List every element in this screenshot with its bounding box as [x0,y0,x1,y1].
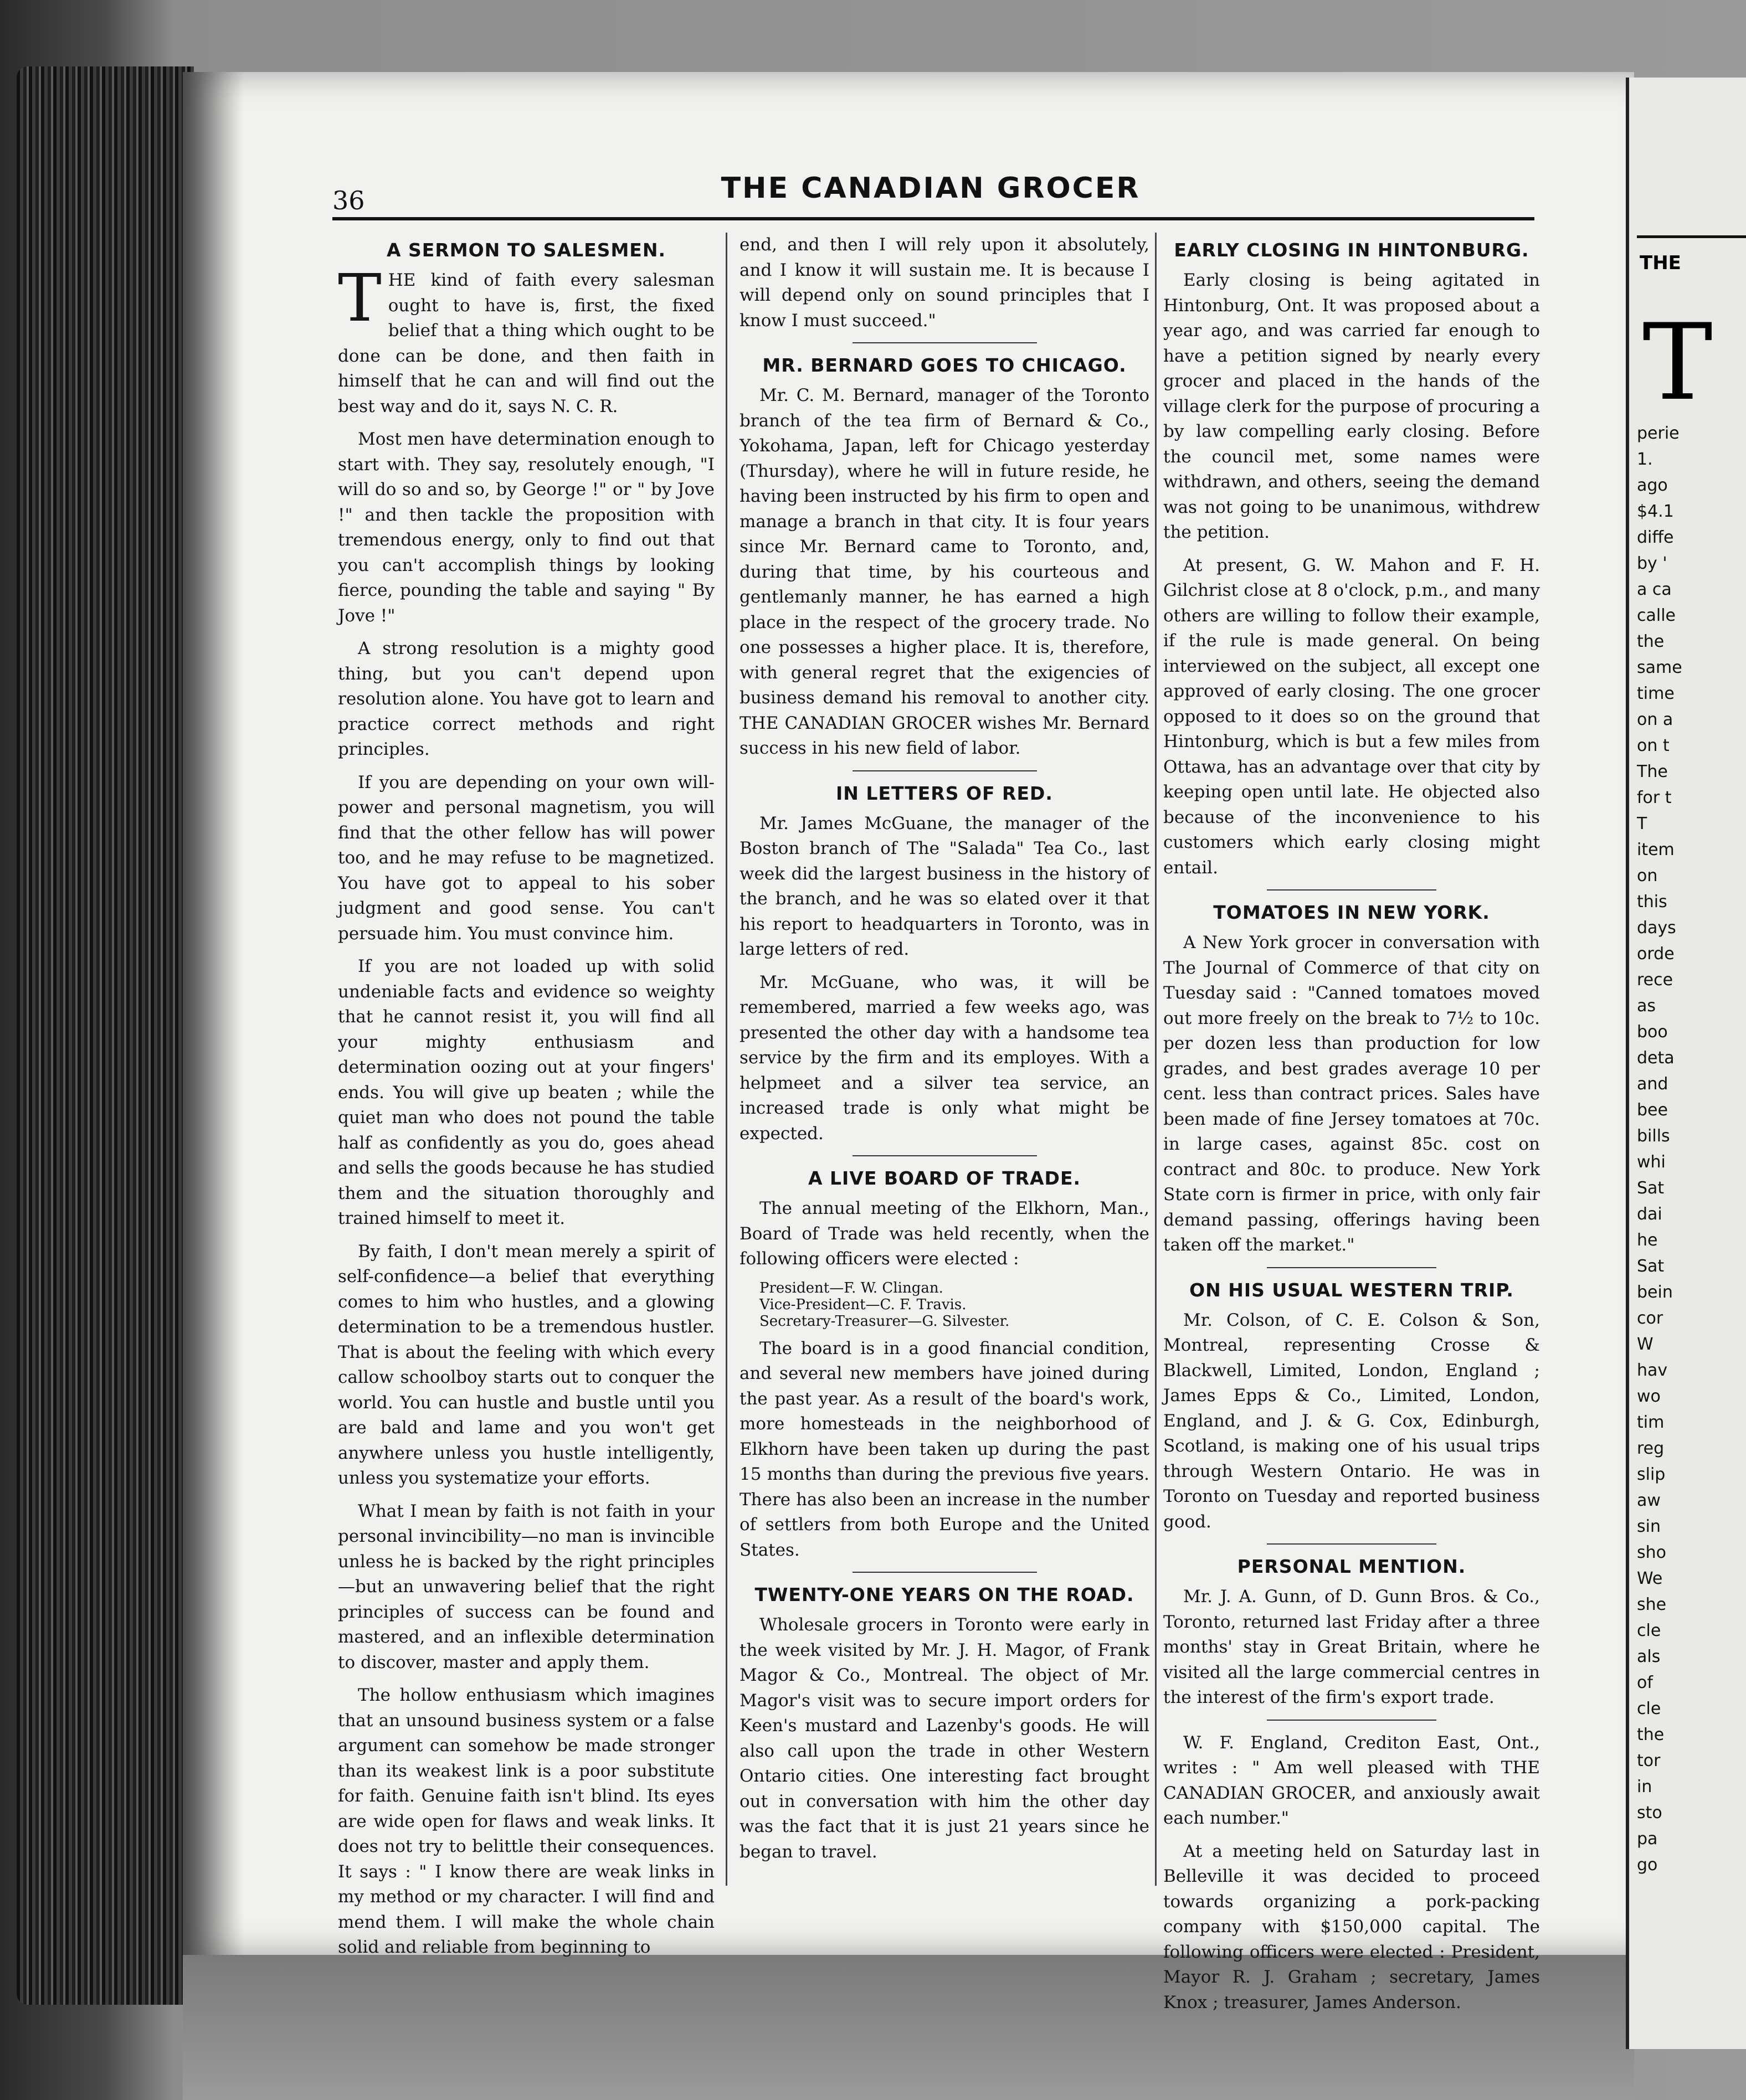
facing-page-line: she [1637,1595,1667,1614]
facing-page-line: he [1637,1231,1658,1250]
facing-page-line: of [1637,1673,1653,1692]
article-separator [1267,889,1436,891]
facing-page-line: sho [1637,1543,1666,1562]
article-title: A LIVE BOARD OF TRADE. [808,1167,1081,1189]
facing-page-line: tim [1637,1413,1665,1432]
column-divider-2 [1155,233,1157,1886]
facing-page-line: T [1637,814,1647,833]
article-separator [853,1155,1037,1156]
article-separator [853,342,1037,343]
facing-page-line: orde [1637,944,1675,964]
article-paragraph: The hollow enthusiasm which imagines that an unsound business system or a false argument can somehow be made stronger than its weakest link is a poor substitute for faith. Genuine faith isn't blind. Its eyes are wide open for flaws and weak links. It does not try to belittle their consequences. It says : " I know there are weak links in my method or my character. I will find and mend them. I will make the whole chain solid and reliable from beginning to [338,1685,715,1957]
article-paragraph: A strong resolution is a mighty good thing, but you can't depend upon resolution alone. You have got to learn and practice correct methods and right principles. [338,639,715,759]
facing-page-line: calle [1637,606,1676,625]
facing-page-line: bein [1637,1283,1673,1302]
facing-page-line: als [1637,1647,1661,1666]
facing-page-line: on a [1637,710,1673,729]
facing-page-line: in [1637,1777,1652,1797]
article-title: EARLY CLOSING IN HINTONBURG. [1174,239,1529,261]
article-paragraph: Most men have determination enough to start with. They say, resolutely enough, "I will do so and so, by George !" or " by Jove !" and then tackle the proposition with tremendous energy, only to find out that you can't accomplish things by looking fierce, pounding the table and saying " By Jove !" [338,429,715,626]
officer-entry: President—F. W. Clingan. [759,1279,943,1296]
article-paragraph: W. F. England, Crediton East, Ont., writes : " Am well pleased with THE CANADIAN GROCER, and anxiously await each number." [1163,1732,1540,1828]
facing-page-line: a ca [1637,580,1672,599]
facing-page-line: ago [1637,476,1668,495]
facing-page-line: dai [1637,1205,1662,1224]
article-paragraph: Wholesale grocers in Toronto were early in the week visited by Mr. J. H. Magor, of Frank Magor & Co., Montreal. The object of Mr. Magor's visit was to secure import orders for Keen's mustard and Lazenby's goods. He will also call upon the trade in other Western Ontario cities. One interesting fact brought out in conversation with him the other day was the fact that it is just 21 years since he began to travel. [740,1615,1149,1862]
officer-entry: Vice-President—C. F. Travis. [759,1296,967,1313]
facing-page-line: hav [1637,1361,1668,1380]
facing-page-line: cle [1637,1699,1661,1718]
facing-page-line: cor [1637,1309,1663,1328]
facing-page-line: the [1637,632,1665,651]
facing-page-line: and [1637,1074,1668,1094]
article-paragraph: Mr. J. A. Gunn, of D. Gunn Bros. & Co., Toronto, returned last Friday after a three months' stay in Great Britain, where he visited all the large commercial centres in the interest of the firm's export trade. [1163,1587,1540,1707]
article-paragraph: If you are not loaded up with solid undeniable facts and evidence so weighty that he cannot resist it, you will find all your mighty enthusiasm and determination oozing out at your fingers' ends. You will give up beaten ; while the quiet man who does not pound the table half as confidently as you do, goes ahead and sells the goods because he has studied them and the situation thoroughly and trained himself to meet it. [338,956,715,1228]
facing-page-line: cle [1637,1621,1661,1640]
facing-page-line: W [1637,1335,1653,1354]
article-paragraph: THE kind of faith every salesman ought to have is, first, the fixed belief that a thing which ought to be done can be done, and then faith in himself that he can and will find out the best way and do it, says N. C. R. [338,260,715,416]
article-paragraph: If you are depending on your own will-power and personal magnetism, you will find that the other fellow has will power too, and he may refuse to be magnetized. You have got to appeal to his sober judgment and good sense. You can't persuade him. You must convince him. [338,772,715,944]
facing-page-line: diffe [1637,528,1674,547]
facing-page-line: sto [1637,1803,1662,1823]
facing-page-line: boo [1637,1022,1668,1042]
article-separator [853,1572,1037,1573]
facing-page-line: the [1637,1725,1665,1744]
article-paragraph: Mr. James McGuane, the manager of the Boston branch of The "Salada" Tea Co., last week did the largest business in the history of the branch, and he was so elated over it that his report to headquarters in Toronto, was in large letters of red. [740,813,1149,959]
facing-page-drop-cap: T [1642,301,1713,424]
facing-page-line: slip [1637,1465,1666,1484]
facing-page-line: reg [1637,1439,1665,1458]
facing-page-line: days [1637,918,1676,938]
facing-page-line: on [1637,866,1658,886]
article-paragraph: What I mean by faith is not faith in your personal invincibility—no man is invincible unless he is backed by the right principles —but an unwavering belief that the right principles of success can be found and mastered, and an inflexible determination to discover, master and apply them. [338,1501,715,1672]
facing-page-line: item [1637,840,1675,859]
article-title: TWENTY-ONE YEARS ON THE ROAD. [754,1584,1134,1605]
facing-page-line: 1. [1637,450,1653,469]
facing-page-line: tor [1637,1751,1661,1770]
article-paragraph: Mr. McGuane, who was, it will be remembered, married a few weeks ago, was presented the other day with a handsome tea service by the firm and its employes. With a helpmeet and a silver tea service, an increased trade is only what might be expected. [740,972,1149,1144]
article-title: TOMATOES IN NEW YORK. [1213,902,1490,923]
facing-page-line: The [1637,762,1668,781]
facing-page-line: same [1637,658,1682,677]
article-paragraph: The annual meeting of the Elkhorn, Man., Board of Trade was held recently, when the following officers were elected : [740,1198,1149,1269]
book-spine [17,66,194,2005]
header-rule [332,217,1534,220]
facing-page-line: wo [1637,1387,1661,1406]
facing-page-line: time [1637,684,1675,703]
article-title: IN LETTERS OF RED. [836,782,1053,804]
facing-page-line: bills [1637,1126,1670,1146]
article-title: MR. BERNARD GOES TO CHICAGO. [762,354,1127,376]
article-separator [1267,1267,1436,1268]
article-paragraph: At present, G. W. Mahon and F. H. Gilchrist close at 8 o'clock, p.m., and many others are willing to follow their example, if the rule is made general. On being interviewed on the subject, all except one approved of early closing. The one grocer opposed to it does so on the ground that Hintonburg, which is but a few miles from Ottawa, has an advantage over that city by keeping open until late. He objected also because of the inconvenience to his customers which early closing might entail. [1163,555,1540,878]
officer-entry: Secretary-Treasurer—G. Silvester. [759,1312,1010,1330]
article-continuation: end, and then I will rely upon it absolutely, and I know it will sustain me. It is because I will depend only on sound principles that I know I must succeed." [740,235,1149,331]
article-paragraph: Mr. Colson, of C. E. Colson & Son, Montreal, representing Crosse & Blackwell, Limited, London, England ; James Epps & Co., Limited, London, England, and J. & G. Cox, Edinburgh, Scotland, is making one of his usual trips through Western Ontario. He was in Toronto on Tuesday and reported business good. [1163,1310,1540,1532]
facing-page-line: pa [1637,1829,1658,1849]
article-paragraph: The board is in a good financial condition, and several new members have joined during the past year. As a result of the board's work, more homesteads in the neighborhood of Elkhorn have been taken up during the past 15 months than during the previous five years. There has also been an increase in the number of settlers from both Europe and the United States. [740,1338,1149,1560]
article-separator [853,770,1037,771]
facing-page-line: as [1637,996,1656,1016]
article-title: PERSONAL MENTION. [1237,1556,1466,1577]
facing-page-line: go [1637,1855,1658,1875]
facing-page-title: THE [1640,252,1681,274]
facing-page-line: on t [1637,736,1670,755]
article-paragraph: Early closing is being agitated in Hintonburg, Ont. It was proposed about a year ago, and was carried far enough to have a petition signed by nearly every grocer and placed in the hands of the village clerk for the purpose of procuring a by law compelling early closing. Before the council met, some names were withdrawn, and others, seeing the demand was not going to be unanimous, withdrew the petition. [1163,270,1540,542]
facing-page-line: bee [1637,1100,1668,1120]
facing-page-line: sin [1637,1517,1661,1536]
masthead: THE CANADIAN GROCER [721,172,1141,205]
page-number: 36 [332,186,365,215]
facing-page-line: aw [1637,1491,1661,1510]
article-separator [1267,1720,1436,1721]
column-1 [338,233,715,1968]
column-3 [1163,233,1540,2023]
facing-page-header-rule [1637,235,1746,238]
facing-page-line: $4.1 [1637,502,1674,521]
facing-page-line: deta [1637,1048,1675,1068]
facing-page-line: rece [1637,970,1673,990]
facing-page-line: Sat [1637,1178,1665,1198]
facing-page-line: perie [1637,424,1680,443]
facing-page-line: We [1637,1569,1663,1588]
column-divider-1 [726,233,727,1886]
gutter-shadow [183,72,244,1955]
facing-page-line: whi [1637,1152,1666,1172]
article-paragraph: A New York grocer in conversation with The Journal of Commerce of that city on Tuesday said : "Canned tomatoes moved out more freely on the break to 7½ to 10c. per dozen less than production for low grades, and best grades average 10 per cent. less than contract prices. Sales have been made of fine Jersey tomatoes at 70c. in large cases, against 85c. cost on contract and 80c. to produce. New York State corn is firmer in price, with only fair demand passing, offerings having been taken off the market." [1163,933,1540,1255]
article-paragraph: Mr. C. M. Bernard, manager of the Toronto branch of the tea firm of Bernard & Co., Yokohama, Japan, left for Chicago yesterday (Thursday), where he will in future reside, he having been instructed by his firm to open and manage a branch in that city. It is four years since Mr. Bernard came to Toronto, and, during that time, by his courteous and gentlemanly manner, he has earned a high place in the respect of the grocery trade. No one possesses a higher place. It is, therefore, with general regret that the exigencies of business demand his removal to another city. THE CANADIAN GROCER wishes Mr. Bernard success in his new field of labor. [740,385,1149,758]
facing-page-line: Sat [1637,1257,1665,1276]
column-2 [740,233,1149,1872]
facing-page-line: for t [1637,788,1672,807]
facing-page-line: this [1637,892,1667,912]
article-separator [1267,1543,1436,1545]
article-title: A SERMON TO SALESMEN. [387,239,666,261]
facing-page-line: by ' [1637,554,1667,573]
drop-cap: T [338,260,382,336]
article-paragraph: At a meeting held on Saturday last in Belleville it was decided to proceed towards organizing a pork-packing company with $150,000 capital. The following officers were elected : President, Mayor R. J. Graham ; secretary, James Knox ; treasurer, James Anderson. [1163,1841,1540,2012]
article-title: ON HIS USUAL WESTERN TRIP. [1189,1279,1514,1301]
article-paragraph: By faith, I don't mean merely a spirit of self-confidence—a belief that everything comes to him who hustles, and a glowing determination to be a tremendous hustler. That is about the feeling with which every callow schoolboy starts out to conquer the world. You can hustle and bustle until you are bald and lame and you won't get anywhere unless you hustle intelligently, unless you systematize your efforts. [338,1241,715,1488]
officer-list [759,1280,1149,1330]
